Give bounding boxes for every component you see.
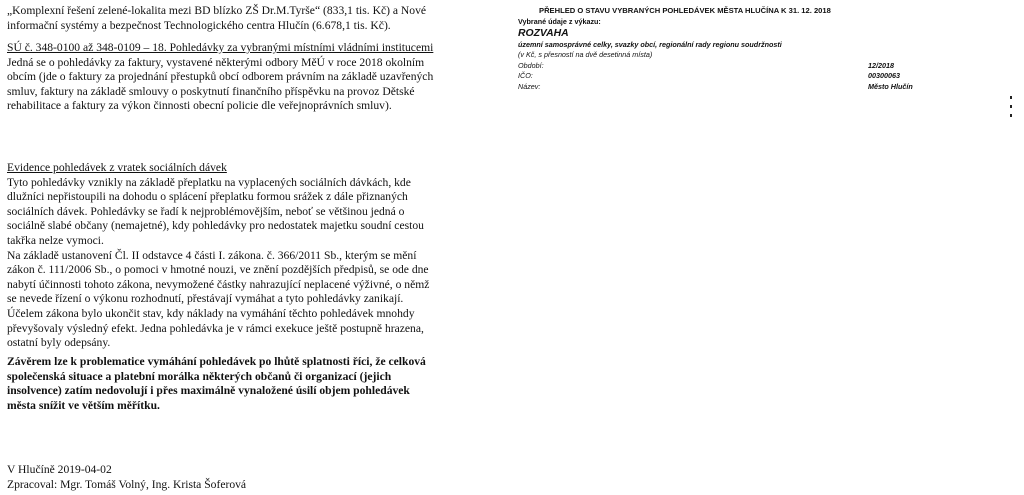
report-text-page bbox=[0, 0, 507, 495]
place-date: V Hlučíně 2019-04-02 bbox=[7, 463, 112, 476]
section2-para-1: Tyto pohledávky vznikly na základě přeplatku na vyplacených sociálních dávkách, kde dlužníci nepřistoupili na dohodu o splácení přeplatku formou srážek z dále přiznaných sociálních dávek. Pohledávky se řadí k nejproblémovějším, neboť se většinou jedná o sociálně slabé občany (nemajetné), kdy pohledávky pro nedostatek majetku soudní cestou takřka nelze vymoci. bbox=[7, 175, 424, 247]
section1-text: Jedná se o pohledávky za faktury, vystavené některými odbory MěÚ v roce 2018 okolním obcím (jde o faktury za projednání přestupků obcí odborem právním na základě uzavřených smluv, faktury na základě smlouvy o poskytnutí finančního příspěvku na provoz Dětské rehabilitace a faktury za výkon činnosti obecní policie dle veřejnoprávních smluv). bbox=[7, 55, 434, 113]
statement-header bbox=[518, 17, 1018, 92]
report-name: ROZVAHA bbox=[518, 27, 569, 39]
field-label: Název: bbox=[518, 81, 541, 91]
section2-heading: Evidence pohledávek z vratek sociálních dávek bbox=[7, 161, 227, 174]
selected-data-label: Vybrané údaje z výkazu: bbox=[518, 17, 601, 26]
section2-para-2: Na základě ustanovení Čl. II odstavce 4 části I. zákona. č. 366/2011 Sb., kterým se mění zákon č. 111/2006 Sb., o pomoci v hmotné nouzi, ve znění pozdějších předpisů, se ode dne nabytí účinnosti tohoto zákona, nevymožené částky nahrazující neplacené výživné, o němž se nevede řízení o výkonu rozhodnutí, přestávají vymáhat a tyto pohledávky zanikají. Účelem zákona bylo ukončit stav, kdy náklady na vymáhání těchto pohledávek mnohdy převyšovaly výsledný efekt. Jedna pohledávka je v rámci exekuce ještě postupně hrazena, ostatní byly odepsány. bbox=[7, 248, 430, 350]
section-social-benefits bbox=[7, 161, 439, 351]
conclusion-paragraph bbox=[7, 355, 439, 413]
scan-mark bbox=[1010, 96, 1012, 99]
field-value: 00300063 bbox=[868, 71, 900, 80]
units-line: (v Kč, s přesností na dvě desetinná místa) bbox=[518, 50, 653, 59]
scan-marks bbox=[1010, 96, 1012, 123]
intro-line-2: informační systémy a bezpečnost Technologického centra Hlučín (6.678,1 tis. Kč). bbox=[7, 18, 391, 32]
intro-line-1: „Komplexní řešení zelené-lokalita mezi BD blízko ZŠ Dr.M.Tyrše“ (833,1 tis. Kč) a Nové bbox=[7, 4, 427, 17]
conclusion-text: Závěrem lze k problematice vymáhání pohledávek po lhůtě splatnosti říci, že celková společenská situace a platební morálka některých občanů či organizací (jejich insolvence) zatím nedovolují i přes maximálně vynaložené úsilí objem pohledávek města snížit ve větším měřítku. bbox=[7, 355, 426, 412]
prepared-by: Zpracoval: Mgr. Tomáš Volný, Ing. Krista Šoferová bbox=[7, 477, 247, 491]
scan-mark bbox=[1010, 105, 1012, 108]
section-receivables-institutions bbox=[7, 41, 439, 114]
field-ico bbox=[518, 71, 1018, 82]
scope-line: územní samosprávné celky, svazky obcí, regionální rady regionu soudržnosti bbox=[518, 39, 782, 49]
scan-mark bbox=[1010, 114, 1012, 117]
statement-title: PŘEHLED O STAVU VYBRANÝCH POHLEDÁVEK MĚSTA HLUČÍNA K 31. 12. 2018 bbox=[539, 6, 831, 15]
field-value: Město Hlučín bbox=[868, 81, 913, 91]
intro-paragraph bbox=[7, 4, 439, 33]
field-label: IČO: bbox=[518, 71, 533, 80]
field-label: Období: bbox=[518, 60, 544, 70]
statement-page bbox=[512, 0, 1024, 495]
section1-heading: SÚ č. 348-0100 až 348-0109 – 18. Pohledávky za vybranými místními vládními institucemi bbox=[7, 41, 434, 54]
field-value: 12/2018 bbox=[868, 60, 894, 70]
field-period bbox=[518, 61, 1018, 72]
signature-block bbox=[7, 463, 439, 492]
field-name bbox=[518, 82, 1018, 93]
